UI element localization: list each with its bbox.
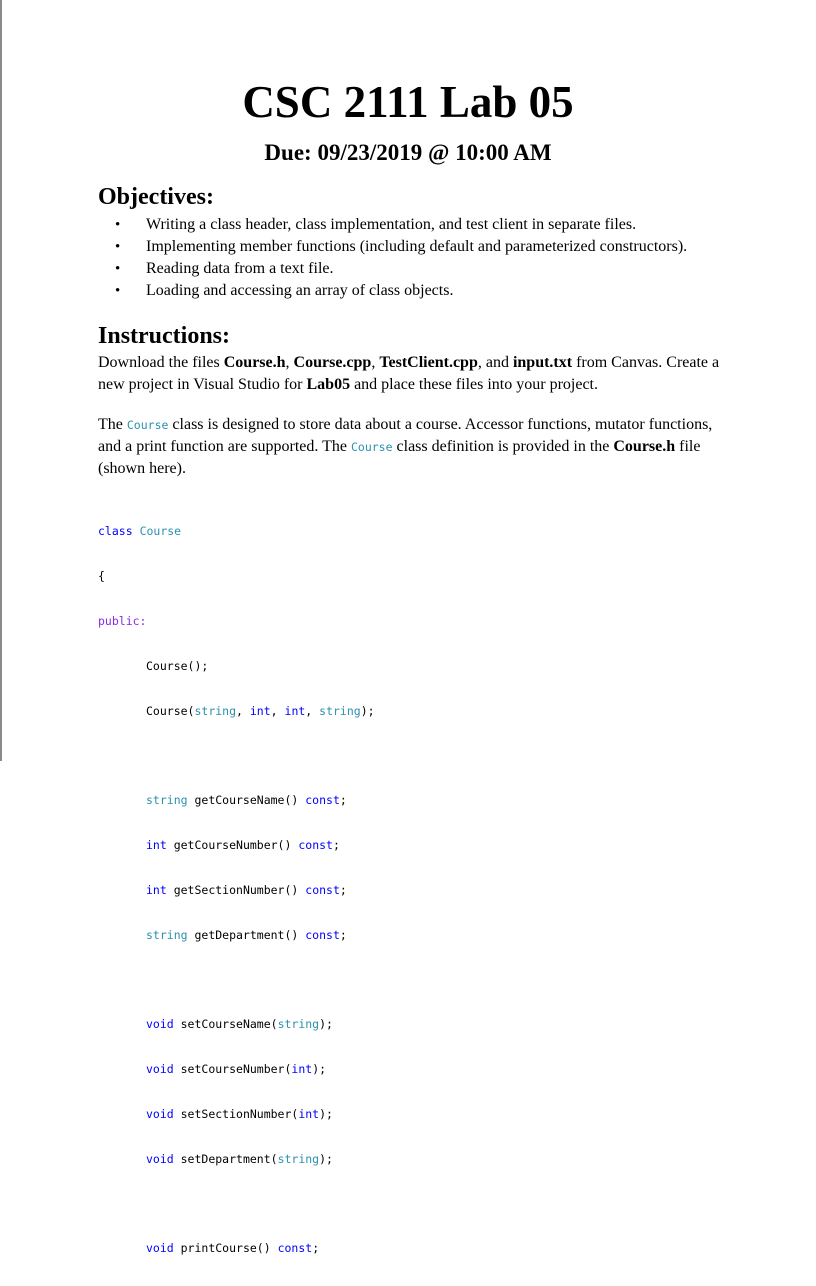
due-date: Due: 09/23/2019 @ 10:00 AM xyxy=(264,140,552,165)
code-line: void setDepartment(string); xyxy=(146,1152,333,1166)
code-line: void setCourseNumber(int); xyxy=(146,1062,327,1076)
file-name: input.txt xyxy=(512,354,573,371)
instructions-paragraph-download: Download the files Course.h, Course.cpp, TestClient.cpp, and input.txt from Canvas. Create a new project in Visual Studio for Lab05 and place these files into your project. xyxy=(98,354,720,393)
code-line: string getDepartment() const; xyxy=(146,928,347,942)
objectives-heading: Objectives: xyxy=(98,184,214,210)
instructions-heading: Instructions: xyxy=(98,323,231,349)
code-line: string getCourseName() const; xyxy=(146,793,347,807)
list-item: • Implementing member functions (including default and parameterized constructors). xyxy=(113,236,687,258)
inline-code: Course xyxy=(350,440,393,454)
code-line: class Course xyxy=(98,524,182,538)
file-name: TestClient.cpp xyxy=(379,354,478,371)
bullet-icon: • xyxy=(115,217,121,233)
code-block xyxy=(98,494,375,1286)
bullet-icon: • xyxy=(115,283,121,299)
list-item: • Reading data from a text file. xyxy=(113,258,687,280)
code-line: Course(); xyxy=(146,659,209,673)
code-line: { xyxy=(98,569,105,583)
code-line: public: xyxy=(98,614,147,628)
code-line: void setSectionNumber(int); xyxy=(146,1107,333,1121)
list-item: • Loading and accessing an array of class objects. xyxy=(113,280,687,302)
file-name: Course.cpp xyxy=(293,354,372,371)
code-line: int getSectionNumber() const; xyxy=(146,883,347,897)
file-name: Course.h xyxy=(613,438,676,455)
code-line: void setCourseName(string); xyxy=(146,1017,333,1031)
page-title: CSC 2111 Lab 05 xyxy=(242,77,574,127)
project-name: Lab05 xyxy=(306,376,351,393)
list-item: • Writing a class header, class implementation, and test client in separate files. xyxy=(113,214,687,236)
code-line: Course(string, int, int, string); xyxy=(146,704,375,718)
file-name: Course.h xyxy=(223,354,286,371)
code-line: void printCourse() const; xyxy=(146,1241,320,1255)
objectives-list xyxy=(113,214,687,302)
bullet-icon: • xyxy=(115,261,121,277)
instructions-paragraph-course-class: The Course class is designed to store data about a course. Accessor functions, mutator functions, and a print function are supported. The Course class definition is provided in the Course.h file (shown here). xyxy=(98,416,713,477)
inline-code: Course xyxy=(126,418,169,432)
code-line: int getCourseNumber() const; xyxy=(146,838,340,852)
bullet-icon: • xyxy=(115,239,121,255)
